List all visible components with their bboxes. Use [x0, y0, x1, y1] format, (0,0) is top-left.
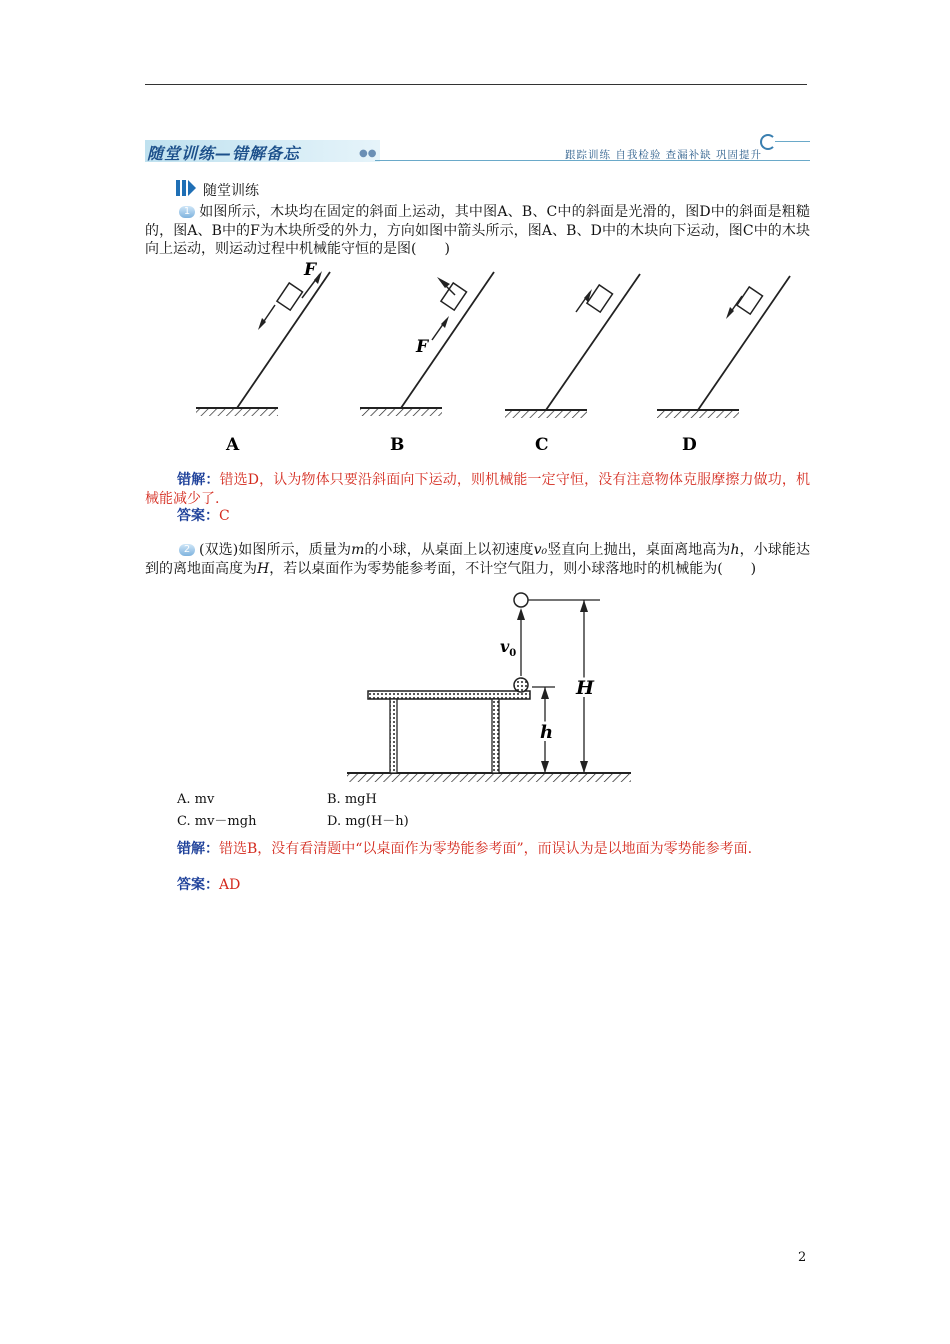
q2-answer: [145, 876, 810, 895]
q2-text-part: ，小球能达到的离地面高度为: [145, 542, 810, 577]
answer-value: C: [219, 508, 230, 524]
force-label-a: F: [304, 260, 317, 280]
answer-label: 答案：: [177, 877, 219, 893]
q1-answer: [145, 507, 810, 526]
q1-wrong-solution: [145, 471, 810, 508]
h-label: h: [540, 722, 554, 743]
section-bars-icon: [176, 180, 196, 196]
question-number-badge: 2: [179, 544, 195, 556]
page-number: 2: [798, 1250, 807, 1265]
question-1: [145, 203, 810, 259]
q2-wrong-solution: [145, 840, 810, 859]
q2-text-part: 竖直向上抛出，桌面离地高为: [547, 542, 731, 558]
question-2: [145, 541, 810, 578]
wrong-text: 错选D，认为物体只要沿斜面向下运动，则机械能一定守恒，没有注意物体克服摩擦力做功，机械能减少了.: [145, 472, 810, 507]
figure-label-b: B: [390, 435, 405, 455]
banner-top-rule: [775, 141, 810, 142]
wrong-label: 错解：: [177, 841, 219, 857]
incline-d: [657, 276, 790, 418]
dots-icon: ●●: [359, 148, 377, 159]
table-ball-figure: [0, 588, 950, 788]
incline-a: [196, 271, 330, 416]
option-b: B. mgH: [327, 792, 377, 807]
wrong-label: 错解：: [177, 472, 220, 488]
q2-text-part: 的小球，从桌面上以初速度: [364, 542, 534, 558]
question-1-text: 如图所示，木块均在固定的斜面上运动，其中图A、B、C中的斜面是光滑的，图D中的斜面是粗糙的，图A、B中的F为木块所受的外力，方向如图中箭头所示，图A、B、D中的木块向下运动，图C中的木块向上运动，则运动过程中机械能守恒的是图( ): [145, 204, 810, 257]
incline-c: [505, 274, 640, 418]
header-rule: [145, 84, 807, 85]
option-c: C. mv－mgh: [177, 814, 257, 829]
banner-subtitle: 跟踪训练 自我检验 查漏补缺 巩固提升: [565, 149, 763, 161]
q2-var-H: H: [257, 560, 270, 577]
answer-value: AD: [219, 877, 241, 893]
figure-label-c: C: [535, 435, 549, 455]
question-number-badge: 1: [179, 206, 195, 218]
answer-label: 答案：: [177, 508, 219, 524]
banner-title: 随堂训练—错解备忘: [147, 144, 301, 163]
figure-label-d: D: [682, 435, 697, 455]
section-banner: [145, 134, 810, 164]
q2-text-part: ，若以桌面作为零势能参考面，不计空气阻力，则小球落地时的机械能为( ): [269, 560, 757, 577]
option-a: A. mv: [177, 792, 215, 807]
v0-label: $v_0$: [500, 637, 517, 659]
incline-figures: [0, 260, 950, 460]
q2-var-m: m: [351, 542, 365, 558]
section-heading: 随堂训练: [203, 183, 259, 199]
q2-text-part: (双选)如图所示，质量为: [199, 542, 352, 558]
wrong-text: 错选B，没有看清题中“以桌面作为零势能参考面”，而误认为是以地面为零势能参考面.: [219, 841, 753, 857]
q2-var-v0: v₀: [533, 542, 548, 558]
force-label-b: F: [416, 337, 429, 357]
circle-logo-icon: [760, 134, 776, 150]
figure-label-a: A: [226, 435, 240, 455]
H-label: H: [576, 677, 594, 699]
q2-var-h: h: [730, 542, 740, 558]
option-d: D. mg(H－h): [327, 814, 409, 829]
